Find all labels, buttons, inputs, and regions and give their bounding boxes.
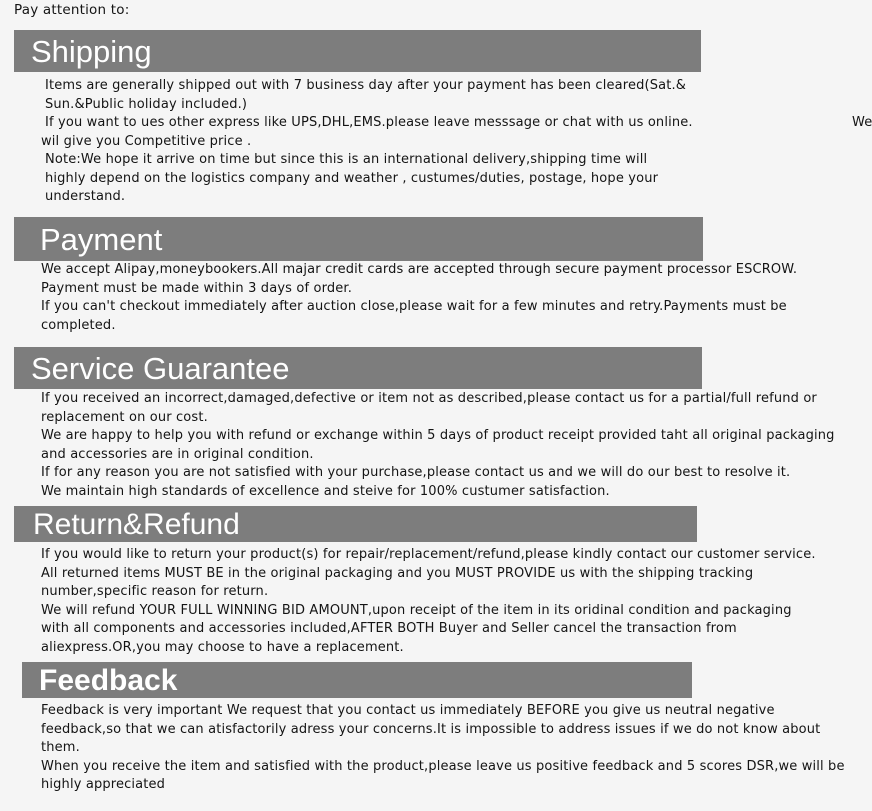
shipping-line: Sun.&Public holiday included.) xyxy=(45,96,248,112)
service-line: We are happy to help you with refund or exchange within 5 days of product receipt provided taht all original packaging xyxy=(41,428,835,443)
feedback-text xyxy=(41,702,856,795)
service-guarantee-header-bar xyxy=(14,347,702,389)
service-line: and accessories are in original condition. xyxy=(41,446,314,462)
return-refund-text xyxy=(41,546,856,657)
service-line: replacement on our cost. xyxy=(41,409,208,425)
return-line: We will refund YOUR FULL WINNING BID AMOUNT,upon receipt of the item in its oridinal condition and packaging xyxy=(41,602,792,618)
shipping-line: Items are generally shipped out with 7 business day after your payment has been cleared(Sat.& xyxy=(45,78,687,93)
feedback-line: Feedback is very important We request that you contact us immediately BEFORE you give us neutral negative xyxy=(41,703,775,718)
return-refund-title: Return&Refund xyxy=(33,508,240,541)
service-guarantee-title: Service Guarantee xyxy=(31,351,290,386)
service-line: If for any reason you are not satisfied with your purchase,please contact us and we will do our best to resolve it. xyxy=(41,465,791,480)
feedback-header-bar xyxy=(22,662,692,698)
feedback-line: highly appreciated xyxy=(41,777,166,792)
return-line: All returned items MUST BE in the original packaging and you MUST PROVIDE us with the shipping tracking xyxy=(41,565,754,581)
payment-line: completed. xyxy=(41,317,116,333)
payment-line: We accept Alipay,moneybookers.All majar credit cards are accepted through secure payment processor ESCROW. xyxy=(41,262,798,277)
service-guarantee-text xyxy=(41,390,856,501)
payment-line: If you can't checkout immediately after auction close,please wait for a few minutes and retry.Payments must be xyxy=(41,299,787,314)
payment-text xyxy=(41,261,856,335)
shipping-line xyxy=(45,114,872,133)
shipping-line: highly depend on the logistics company and weather , custumes/duties, postage, hope your xyxy=(45,170,659,186)
return-refund-header-bar xyxy=(14,506,697,542)
service-line: If you received an incorrect,damaged,defective or item not as described,please contact us for a partial/full refund or xyxy=(41,391,817,406)
shipping-line-text: If you want to ues other express like UPS,DHL,EMS.please leave messsage or chat with us online. xyxy=(45,115,693,130)
shipping-header-bar xyxy=(14,30,701,72)
intro-heading: Pay attention to: xyxy=(14,2,130,18)
payment-header-bar xyxy=(14,217,703,261)
payment-line: Payment must be made within 3 days of order. xyxy=(41,280,352,296)
shipping-line: understand. xyxy=(45,189,126,204)
return-line: number,specific reason for return. xyxy=(41,584,269,599)
shipping-line: Note:We hope it arrive on time but since this is an international delivery,shipping time will xyxy=(45,152,648,167)
feedback-line: When you receive the item and satisfied with the product,please leave us positive feedback and 5 scores DSR,we will be xyxy=(41,758,845,774)
shipping-line: wil give you Competitive price . xyxy=(41,133,252,149)
feedback-line: them. xyxy=(41,740,80,755)
service-line: We maintain high standards of excellence and steive for 100% custumer satisfaction. xyxy=(41,483,610,499)
return-line: If you would like to return your product(s) for repair/replacement/refund,please kindly contact our customer service. xyxy=(41,547,816,562)
return-line: aliexpress.OR,you may choose to have a replacement. xyxy=(41,639,404,655)
return-line: with all components and accessories included,AFTER BOTH Buyer and Seller cancel the transaction from xyxy=(41,621,737,636)
shipping-title: Shipping xyxy=(31,34,152,69)
feedback-line: feedback,so that we can atisfactorily adress your concerns.It is impossible to address issues if we do not know about xyxy=(41,721,821,737)
shipping-line-text: We xyxy=(852,115,872,130)
payment-title: Payment xyxy=(40,222,163,257)
shipping-text xyxy=(41,77,872,207)
feedback-title: Feedback xyxy=(39,664,178,697)
